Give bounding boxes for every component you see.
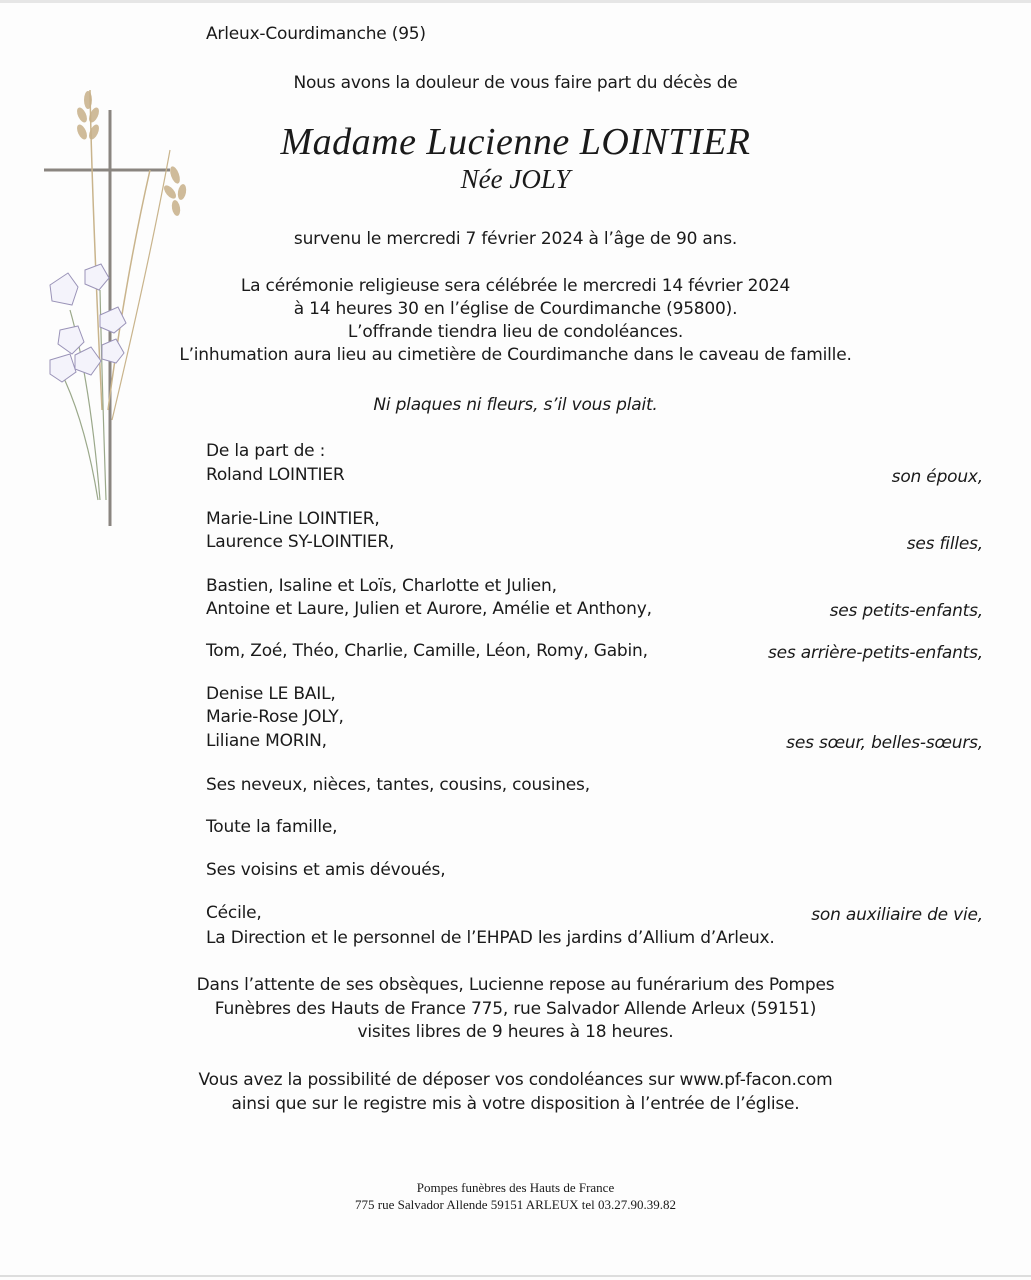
deceased-name: Madame Lucienne LOINTIER [280, 121, 751, 163]
death-notice: survenu le mercredi 7 février 2024 à l’âge de 90 ans. [293, 229, 738, 249]
scan-bottom-edge [0, 1275, 1031, 1277]
condolences-line-2: ainsi que sur le registre mis à votre disposition à l’entrée de l’église. [231, 1094, 800, 1114]
location-text: Arleux-Courdimanche (95) [206, 24, 426, 44]
family-line: Tom, Zoé, Théo, Charlie, Camille, Léon, Romy, Gabin, [206, 641, 648, 661]
funerarium-line-3: visites libres de 9 heures à 18 heures. [357, 1022, 674, 1042]
family-line: Denise LE BAIL, [206, 684, 336, 704]
condolences-line-1: Vous avez la possibilité de déposer vos condoléances sur www.pf-facon.com [198, 1070, 833, 1090]
family-line: Bastien, Isaline et Loïs, Charlotte et Julien, [206, 576, 557, 596]
family-relation: ses arrière-petits-enfants, [768, 643, 983, 663]
ceremony-line-4: L’inhumation aura lieu au cimetière de Courdimanche dans le caveau de famille. [179, 345, 852, 365]
family-line: Laurence SY-LOINTIER, [206, 532, 395, 552]
intro-text: Nous avons la douleur de vous faire part du décès de [293, 73, 738, 93]
ceremony-line-2: à 14 heures 30 en l’église de Courdimanche (95800). [293, 299, 738, 319]
family-relation: son auxiliaire de vie, [811, 905, 983, 925]
flowers-note: Ni plaques ni fleurs, s’il vous plait. [373, 395, 658, 415]
funerarium-line-2: Funèbres des Hauts de France 775, rue Salvador Allende Arleux (59151) [214, 999, 817, 1019]
family-relation: son époux, [891, 467, 983, 487]
footer-address: 775 rue Salvador Allende 59151 ARLEUX tel 03.27.90.39.82 [355, 1197, 676, 1212]
funerarium-line-1: Dans l’attente de ses obsèques, Lucienne repose au funérarium des Pompes [196, 975, 835, 995]
family-relation: ses sœur, belles-sœurs, [786, 733, 983, 753]
family-line: Ses voisins et amis dévoués, [206, 860, 446, 880]
family-line: Toute la famille, [206, 817, 338, 837]
family-relation: ses filles, [906, 534, 983, 554]
ceremony-line-3: L’offrande tiendra lieu de condoléances. [347, 322, 684, 342]
family-line: Roland LOINTIER [206, 465, 345, 485]
family-line: La Direction et le personnel de l’EHPAD les jardins d’Allium d’Arleux. [206, 928, 775, 948]
family-relation: ses petits-enfants, [829, 601, 983, 621]
family-line: Ses neveux, nièces, tantes, cousins, cousines, [206, 775, 590, 795]
family-line: Antoine et Laure, Julien et Aurore, Amélie et Anthony, [206, 599, 652, 619]
family-line: Liliane MORIN, [206, 731, 327, 751]
maiden-name: Née JOLY [460, 164, 571, 194]
from-label: De la part de : [206, 441, 326, 461]
ceremony-line-1: La cérémonie religieuse sera célébrée le mercredi 14 février 2024 [240, 276, 791, 296]
scan-top-edge [0, 0, 1031, 3]
family-line: Marie-Rose JOLY, [206, 707, 344, 727]
family-line: Marie-Line LOINTIER, [206, 509, 380, 529]
family-line: Cécile, [206, 903, 262, 923]
footer-company: Pompes funèbres des Hauts de France [416, 1180, 615, 1195]
